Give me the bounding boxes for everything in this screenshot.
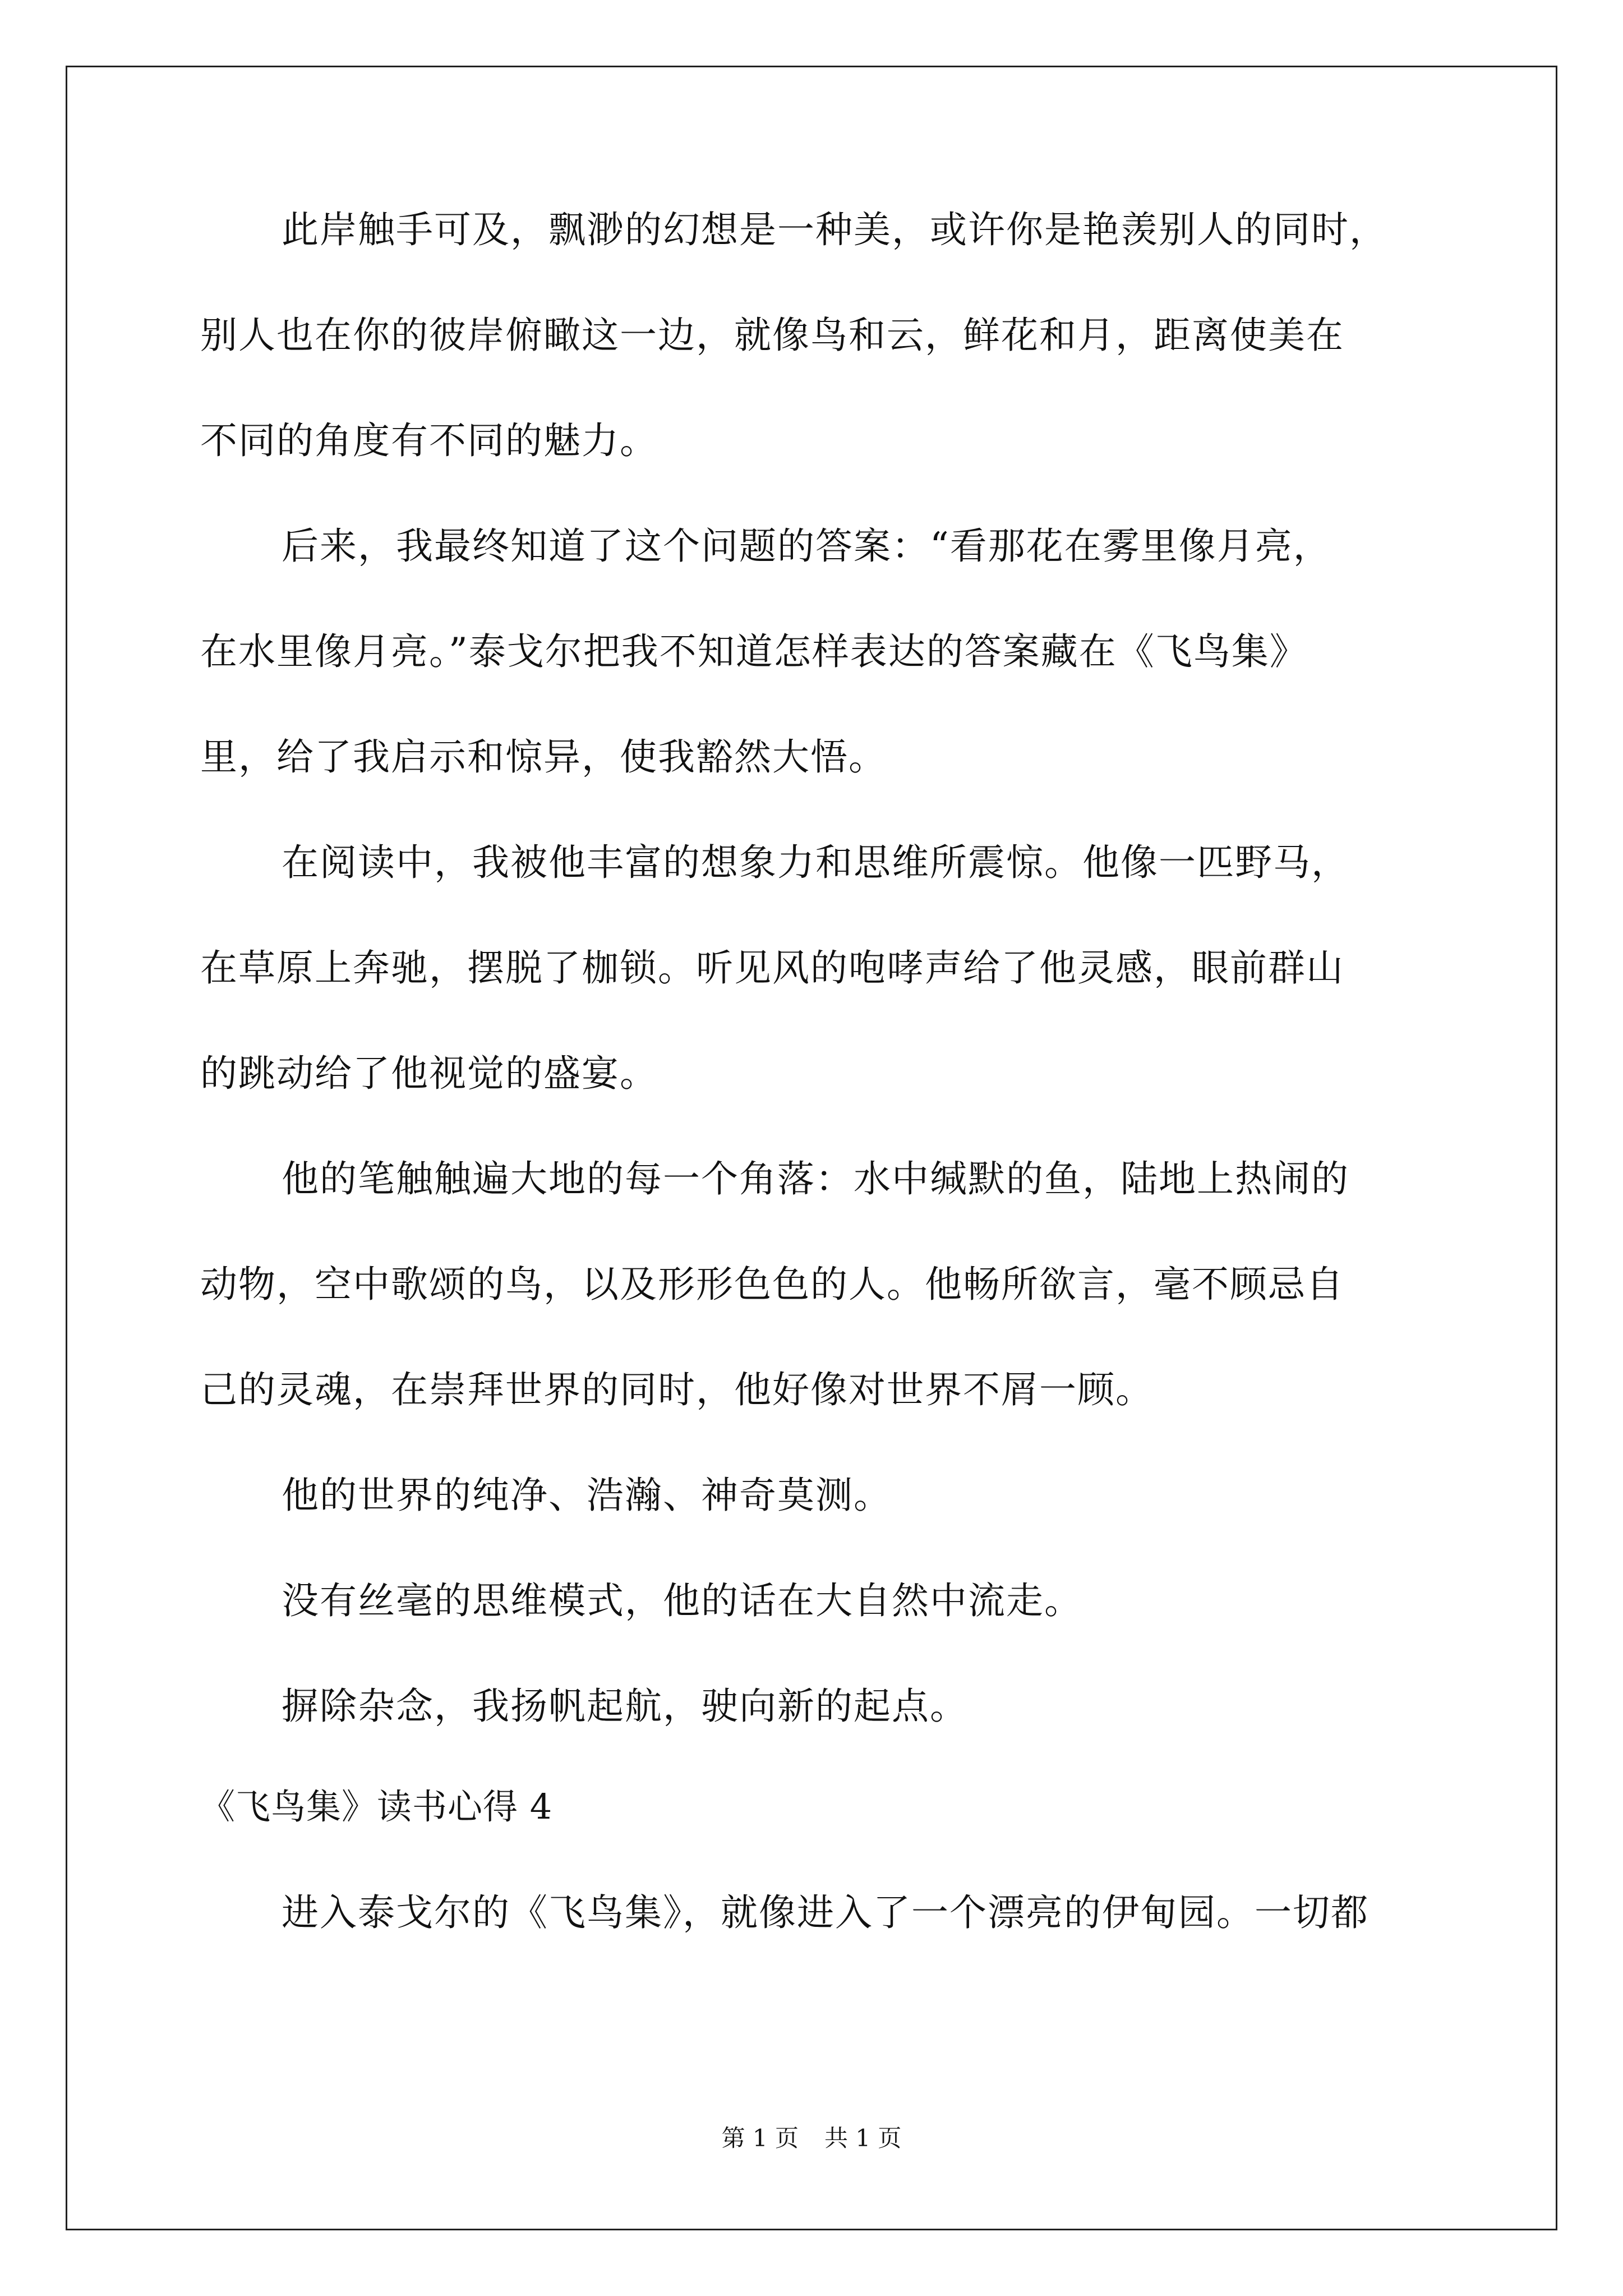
paragraph-line: 里，给了我启示和惊异，使我豁然大悟。 xyxy=(200,735,887,779)
paragraph-line: 不同的角度有不同的魅力。 xyxy=(200,419,658,462)
page-footer xyxy=(0,2122,1623,2155)
paragraph-line: 进入泰戈尔的《飞鸟集》，就像进入了一个漂亮的伊甸园。一切都 xyxy=(282,1891,1369,1934)
paragraph-line: 他的笔触触遍大地的每一个角落：水中缄默的鱼，陆地上热闹的 xyxy=(282,1157,1349,1200)
paragraph-line: 动物，空中歌颂的鸟，以及形形色色的人。他畅所欲言，毫不顾忌自 xyxy=(200,1263,1344,1306)
paragraph-line: 在草原上奔驰，摆脱了枷锁。听见风的咆哮声给了他灵感，眼前群山 xyxy=(200,946,1344,990)
paragraph-line: 没有丝毫的思维模式，他的话在大自然中流走。 xyxy=(282,1579,1082,1622)
paragraph-line: 后来，我最终知道了这个问题的答案：“看那花在雾里像月亮， xyxy=(282,524,1331,568)
paragraph-line: 的跳动给了他视觉的盛宴。 xyxy=(200,1052,658,1095)
paragraph-line: 己的灵魂，在崇拜世界的同时，他好像对世界不屑一顾。 xyxy=(200,1368,1154,1411)
paragraph-line: 别人也在你的彼岸俯瞰这一边，就像鸟和云，鲜花和月，距离使美在 xyxy=(200,314,1344,357)
paragraph-line: 此岸触手可及，飘渺的幻想是一种美，或许你是艳羡别人的同时， xyxy=(282,208,1387,251)
paragraph-line: 在水里像月亮。”泰戈尔把我不知道怎样表达的答案藏在《飞鸟集》 xyxy=(200,630,1308,673)
paragraph-line: 在阅读中，我被他丰富的想象力和思维所震惊。他像一匹野马， xyxy=(282,841,1349,884)
page-total: 共 1 页 xyxy=(824,2124,902,2152)
page-number: 第 1 页 xyxy=(721,2124,799,2152)
paragraph-line: 他的世界的纯净、浩瀚、神奇莫测。 xyxy=(282,1474,892,1517)
paragraph-line: 摒除杂念，我扬帆起航，驶向新的起点。 xyxy=(282,1685,968,1728)
section-heading: 《飞鸟集》读书心得 4 xyxy=(200,1786,553,1827)
